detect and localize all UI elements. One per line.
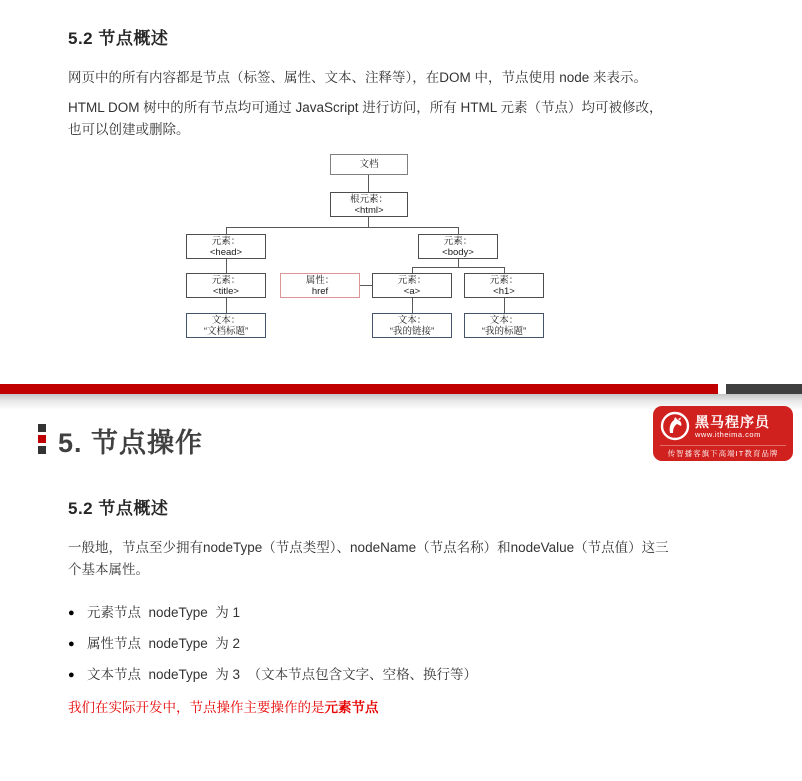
tree-node-root-html — [330, 192, 408, 217]
heading-marker-square — [38, 435, 46, 443]
heading-marker-square — [38, 446, 46, 454]
tree-node-label: 元素： — [443, 235, 473, 247]
divider-red-bar — [0, 384, 718, 394]
tree-node-value: <html> — [354, 204, 384, 216]
logo-url-text: www.itheima.com — [695, 429, 761, 439]
tree-node-value: <a> — [403, 285, 421, 297]
tree-connector — [458, 259, 459, 267]
tree-connector — [458, 227, 459, 234]
heading-marker-square — [38, 424, 46, 432]
tree-node-body — [418, 234, 498, 259]
chapter-heading: 5. 节点操作 — [58, 428, 204, 458]
tree-node-label: 属性： — [305, 274, 335, 286]
list-item-text-node: ● 文本节点 nodeType 为 3 （文本节点包含文字、空格、换行等） — [68, 666, 477, 683]
tree-connector — [412, 267, 505, 268]
paragraph-node-properties: 一般地，节点至少拥有nodeType（节点类型）、nodeName（节点名称）和nodeValue（节点值）这三个基本属性。 — [68, 540, 669, 577]
tree-node-value: <body> — [442, 246, 474, 258]
tree-connector — [360, 285, 372, 286]
tree-node-label: 元素： — [489, 274, 519, 286]
red-note — [68, 699, 379, 717]
node-type-list — [68, 604, 477, 697]
tree-node-head — [186, 234, 266, 259]
horse-icon — [660, 411, 690, 441]
tree-connector — [504, 298, 505, 313]
tree-connector — [226, 259, 227, 273]
tree-node-attr-href — [280, 273, 360, 298]
tree-node-text-heading — [464, 313, 544, 338]
tree-node-value: <head> — [209, 246, 243, 258]
section-heading-bottom: 5.2 节点概述 — [68, 499, 169, 518]
tree-node-a — [372, 273, 452, 298]
tree-node-value: <title> — [213, 285, 239, 297]
tree-node-label: 文本： — [397, 314, 427, 326]
list-item-attribute-node: ● 属性节点 nodeType 为 2 — [68, 635, 477, 652]
tree-node-label: 元素： — [211, 274, 241, 286]
tree-node-label: 文本： — [489, 314, 519, 326]
tree-node-h1 — [464, 273, 544, 298]
list-item-element-node: ● 元素节点 nodeType 为 1 — [68, 604, 477, 621]
tree-node-label: 文档 — [359, 159, 379, 170]
paragraph-dom-tree: HTML DOM 树中的所有节点均可通过 JavaScript 进行访问，所有 HTML 元素（节点）均可被修改，也可以创建或删除。 — [68, 100, 663, 137]
itheima-logo — [653, 406, 793, 461]
tree-node-value: “我的链接” — [389, 325, 435, 337]
section-heading-top: 5.2 节点概述 — [68, 29, 169, 48]
tree-node-value: “我的标题” — [481, 325, 527, 337]
tree-connector — [412, 267, 413, 273]
tree-connector — [412, 298, 413, 313]
red-note-bold-text: 元素节点 — [324, 700, 379, 715]
tree-connector — [226, 227, 227, 234]
tree-node-value: href — [311, 285, 329, 297]
tree-connector — [368, 217, 369, 227]
tree-connector — [504, 267, 505, 273]
tree-node-label: 元素： — [211, 235, 241, 247]
tree-node-value: <h1> — [493, 285, 515, 297]
tree-node-value: “文档标题” — [203, 325, 249, 337]
tree-node-document — [330, 154, 408, 175]
red-note-text: 我们在实际开发中，节点操作主要操作的是 — [68, 700, 325, 715]
logo-tagline-text: 传智播客旗下高端IT教育品牌 — [660, 445, 786, 458]
tree-node-label: 元素： — [397, 274, 427, 286]
tree-connector — [226, 298, 227, 313]
tree-node-text-title — [186, 313, 266, 338]
tree-node-title — [186, 273, 266, 298]
tree-node-label: 根元素： — [349, 193, 388, 205]
tree-node-label: 文本： — [211, 314, 241, 326]
tree-connector — [226, 227, 459, 228]
tree-node-text-link — [372, 313, 452, 338]
paragraph-node-intro: 网页中的所有内容都是节点（标签、属性、文本、注释等），在DOM 中，节点使用 node 来表示。 — [68, 70, 648, 85]
tree-connector — [368, 175, 369, 192]
divider-dark-bar — [726, 384, 802, 394]
logo-brand-text: 黑马程序员 — [695, 413, 770, 430]
